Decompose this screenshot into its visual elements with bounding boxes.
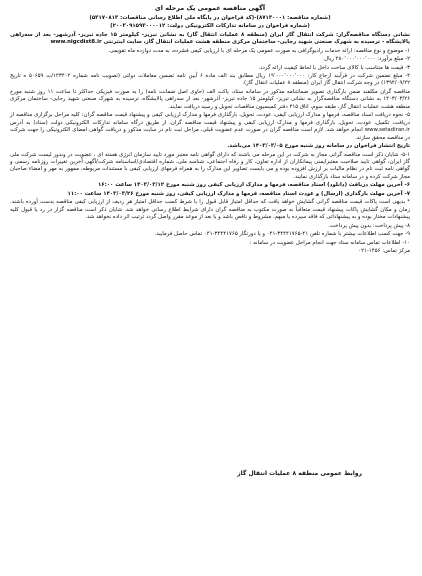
opening-note: * بدیهی است پاکات قیمت مناقصه گرانی گشایش خواهد یافت که حداقل امتیاز قابل قبول را با شرط کسب حداقل امتیاز هر ردیف از ارزیابی کیفی مناقصه بدست آورده باشند. زمان و مکان گشایش پاکات پیشنهاد قیمت متعاقباً به صورت مکتوب به مناقصه گران دارای شرایط اطلاع رسانی خواهد شد. شایان ذکر است مناقصه گزار در رد یا قبول کلیه پیشنهادات مختار بوده و به پیشنهاداتی که فاقد سپرده یا مبهم، مشروط و ناقص باشد و یا بعد از موعد مقرر واصل گردد ترتیب اثر داده نخواهد شد. <box>10 199 410 221</box>
guarantee-amount: ۴- مبلغ تضمین شرکت در فرآیند ارجاع کار: ۱۹٬۰۰۰٬۰۰۰٬۰۰۰ ریال مطابق بند الف ماده ۶ آیین نامه تضمین معاملات دولتی (تصویب نامه شماره ۱۲۳۴۰۲/ت ۵۰۶۵۹ ه تاریخ ۱۳۹۴/۰۹/۲۲) در وجه شرکت انتقال گاز ایران (منطقه ۸ عملیات انتقال گاز). <box>10 73 411 87</box>
pricing-note: ۳- قیمت ها متناسب با کالای ساخت داخل با لحاظ کیفیت ارائه گردد. <box>258 64 410 71</box>
documents-procedure: ۵- نحوه دریافت اسناد مناقصه، فرمها و مدارک ارزیابی کیفی، عودت، تحویل، بارگذاری فرمها و مدارک ارزیابی کیفی و پیشنهاد قیمت مناقصه گران: کلیه مراحل برگزاری مناقصه از دریافت، تکمیل، عودت، تحویل، بارگذاری فرمها و مدارک ارزیابی کیفی و پیشنهاد قیمت مناقصه گران، از طریق درگاه سامانه تدارکات الکترونیکی دولت (ستاد) به آدرس www.setadiran.ir انجام خواهد شد. لازم است مناقصه گران در صورت عدم عضویت قبلی، مراحل ثبت نام در سایت مذکور و دریافت گواهی امضای الکترونیکی را جهت شرکت در مناقصه محقق سازند. <box>10 112 410 141</box>
prepayment: ۸- پیش پرداخت: بدون پیش پرداخت. <box>328 222 410 229</box>
tender-subject: ۱- موضوع و نوع مناقصه: ارائه خدمات رادیوگرافی به صورت عمومی یک مرحله ای با ارزیابی کیفی فشرده، به مدت دوازده ماه تقویمی. <box>108 47 410 54</box>
download-deadline: ۶- آخرین مهلت دریافت (دانلود) اسناد مناقصه، فرمها و مدارک ارزیابی کیفی روز شنبه مورخ ۱۴۰۳/۰۳/۱۲ ساعت ۱۶:۰۰ <box>98 182 410 189</box>
setad-number-line: (شماره فراخوان در سامانه تدارکات الکترونیکی دولت: ۲۰۰۳۰۹۱۵۹۳۰۰۰۰۱۲) <box>110 23 310 30</box>
publication-date: تاریخ انتشار فراخوان در سامانه روز شنبه مورخ ۱۴۰۳/۰۳/۰۵ می‌باشد. <box>227 143 410 150</box>
contact-info: ۹- جهت کسب اطلاعات بیشتر با شماره تلفن ۴۱-۳۴۴۴۱۷۶۵-۰۴۱ و یا دورنگار ۳۴۴۴۱۷۶۵-۰۴۱ تماس حاصل فرمایید. <box>154 231 410 238</box>
guarantee-delivery: مناقصه گران مکلفند ضمن بارگذاری تصویر ضمانتنامه مذکور در سامانه ستاد، پاکت الف (حاوی اصل ضمانت نامه) را به صورت فیزیکی حداکثر تا ساعت ۱۱ روز شنبه مورخ ۱۴۰۳/۰۳/۲۶ به نشانی دستگاه مناقصه‌گزار به نشانی تبریز- کیلومتر ۱۵ جاده تبریز- آذرشهر- بعد از سه‌راهی پالایشگاه، ترسیده به شهرک صنعتی شهید رجایی- ساختمان مرکزی منطقه هشت عملیات انتقال گاز، طبقه سوم، اتاق ۴۱۵ دفتر کمیسیون مناقصات تحویل و رسید دریافت نمایند. <box>10 88 411 110</box>
upload-deadline: ۷- آخرین مهلت بارگذاری (ارسال) و عودت اسناد مناقصه، فرمها و مدارک ارزیابی کیفی، روز شنبه مورخ ۱۴۰۳/۰۳/۲۶ ساعت ۱۱:۰۰ <box>67 190 410 197</box>
setad-call-center: مرکز تماس: ۱۴۵۶-۰۲۱ <box>358 247 410 254</box>
estimated-amount: ۲- مبلغ برآورد: ۲۸۰٬۰۰۰٬۰۰۰٬۰۰۰ ریال <box>324 56 410 63</box>
eligibility-requirements: ۵-۱- شایان ذکر است مناقصه گرانی مجاز به شرکت در این مرحله می باشند که دارای گواهی نامه معتبر مورد تایید سازمان انرژی هسته ای ، عضویت در وندور لیست شرکت ملی گاز ایران، گواهی تایید صلاحیت معتبرایمنی پیمانکاران از اداره تعاون، کار و رفاه اجتماعی، شناسه ملی، شماره اقتصادی/اساسنامه شرکت/آگهی آخرین تغییرات روزنامه رسمی و گواهی نامه ثبت نام در نظام مالیات بر ارزش افزوده بوده و می بایست تصاویر این مدارک را به همراه فرمهای ارزیابی کیفی با مستندات مربوطه، ممهور به مهر و امضاء صاحبان مجاز شرکت کرده و در سامانه ستاد بارگذاری نمایند. <box>10 151 410 180</box>
tender-number-line: (شماره مناقصه: ۸۷۱۳۰۰۰۱)-(کد فراخوان در پایگاه ملی اطلاع رسانی مناقصات: ۵۳۱۷۰۸۱۳) <box>89 14 331 21</box>
notice-title: آگهی مناقصه عمومی یک مرحله ای <box>154 4 266 12</box>
tenderer-address: نشانی دستگاه مناقصه‌گزار: شرکت انتقال گاز ایران (منطقه ۸ عملیات انتقال گاز) به نشانی تبریز- کیلومتر ۱۵ جاده تبریز- آذرشهر- بعد از سه‌راهی پالایشگاه - ترسیده به شهرک صنعتی شهید رجایی- ساختمان مرکزی منطقه هشت عملیات انتقال گاز، سایت اینترنتی www.nigcdist8.ir <box>10 31 411 46</box>
setad-contact-heading: ۱۰- اطلاعات تماس سامانه ستاد جهت انجام مراحل عضویت در سامانه : <box>249 239 410 246</box>
signature: روابط عمومی منطقه ۸ عملیات انتقال گاز <box>237 470 362 477</box>
